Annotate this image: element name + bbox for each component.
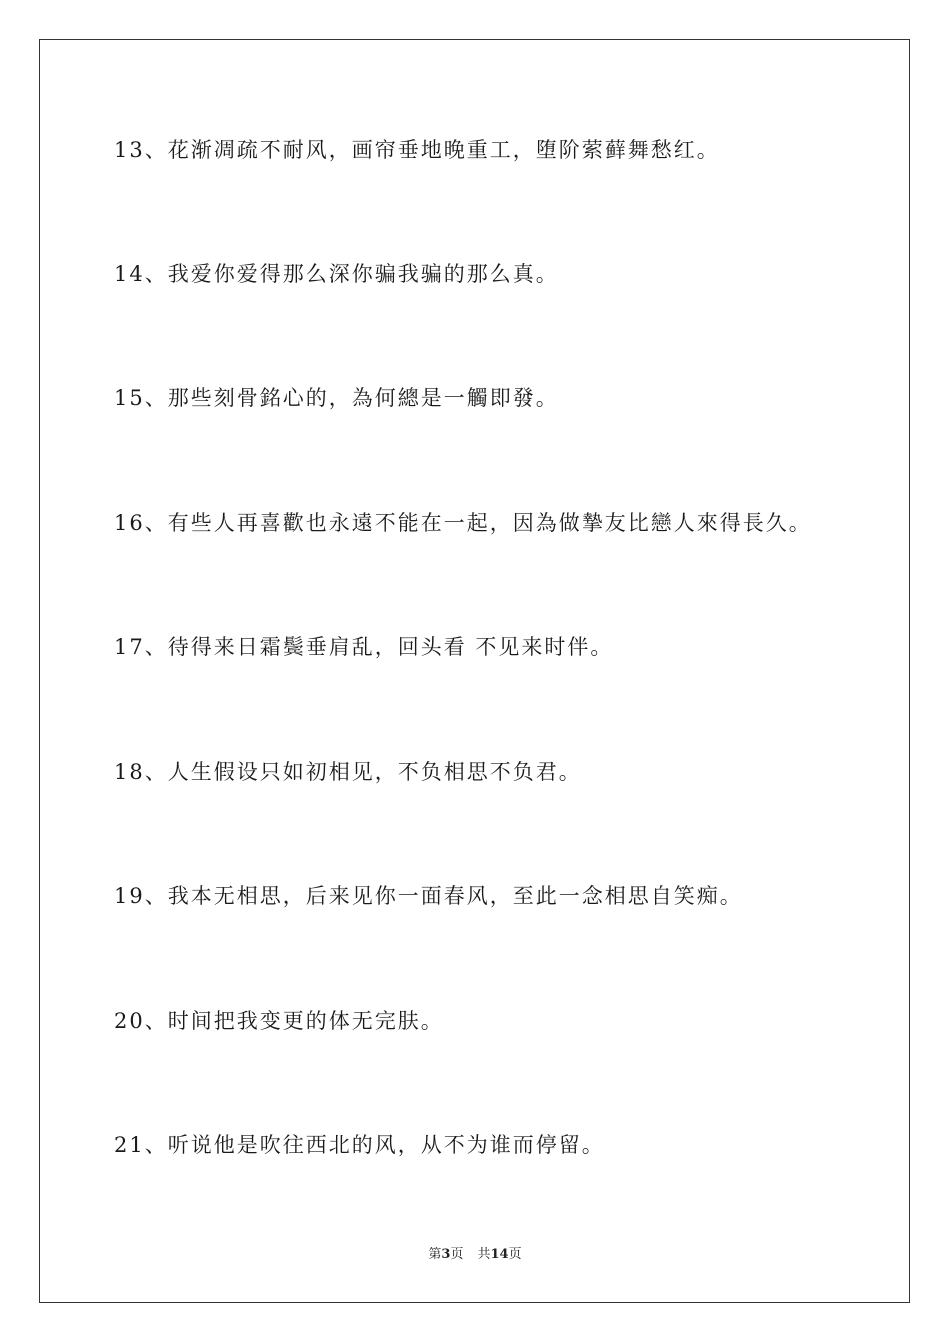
- page-footer: [0, 1246, 950, 1264]
- entry-number: 15: [114, 386, 145, 410]
- total-suffix: 页: [508, 1247, 522, 1262]
- entry-text: 那些刻骨銘心的，為何總是一觸即發。: [167, 386, 559, 410]
- page-indicator: [428, 1247, 463, 1262]
- current-page-number: 3: [441, 1247, 451, 1262]
- page-prefix: 第: [428, 1247, 442, 1262]
- entry-text: 花渐凋疏不耐风，画帘垂地晚重工，堕阶萦藓舞愁红。: [167, 138, 720, 162]
- entry-19: [114, 882, 743, 910]
- entry-text: 我本无相思，后来见你一面春风，至此一念相思自笑痴。: [167, 884, 743, 908]
- entry-21: [114, 1131, 605, 1159]
- entry-number: 13: [114, 138, 145, 162]
- entry-20: [114, 1007, 444, 1035]
- entry-number: 20: [114, 1009, 145, 1033]
- total-prefix: 共: [477, 1247, 491, 1262]
- entry-15: [114, 384, 559, 412]
- entry-number: 18: [114, 760, 145, 784]
- entry-number: 19: [114, 884, 145, 908]
- entry-separator: 、: [144, 262, 168, 286]
- entry-text: 有些人再喜歡也永遠不能在一起，因為做摯友比戀人來得長久。: [167, 511, 812, 535]
- entry-14: [114, 260, 559, 288]
- entry-17: [114, 633, 613, 661]
- entry-number: 16: [114, 511, 145, 535]
- entry-separator: 、: [144, 884, 168, 908]
- entry-number: 14: [114, 262, 145, 286]
- entry-separator: 、: [144, 1009, 168, 1033]
- entry-text: 时间把我变更的体无完肤。: [167, 1009, 444, 1033]
- entry-separator: 、: [144, 1133, 168, 1157]
- total-page-number: 14: [490, 1247, 509, 1262]
- entry-number: 17: [114, 635, 145, 659]
- entry-separator: 、: [144, 511, 168, 535]
- total-pages-indicator: [477, 1247, 521, 1262]
- entry-number: 21: [114, 1133, 145, 1157]
- entry-separator: 、: [144, 386, 168, 410]
- entry-16: [114, 509, 812, 537]
- entry-separator: 、: [144, 138, 168, 162]
- entry-text: 我爱你爱得那么深你骗我骗的那么真。: [167, 262, 559, 286]
- entry-separator: 、: [144, 760, 168, 784]
- page-frame: [39, 39, 910, 1303]
- entry-text: 人生假设只如初相见，不负相思不负君。: [167, 760, 582, 784]
- page-suffix: 页: [450, 1247, 464, 1262]
- entry-text: 待得来日霜鬓垂肩乱，回头看 不见来时伴。: [167, 635, 614, 659]
- entry-text: 听说他是吹往西北的风，从不为谁而停留。: [167, 1133, 605, 1157]
- entry-13: [114, 136, 720, 164]
- entry-18: [114, 758, 582, 786]
- entry-separator: 、: [144, 635, 168, 659]
